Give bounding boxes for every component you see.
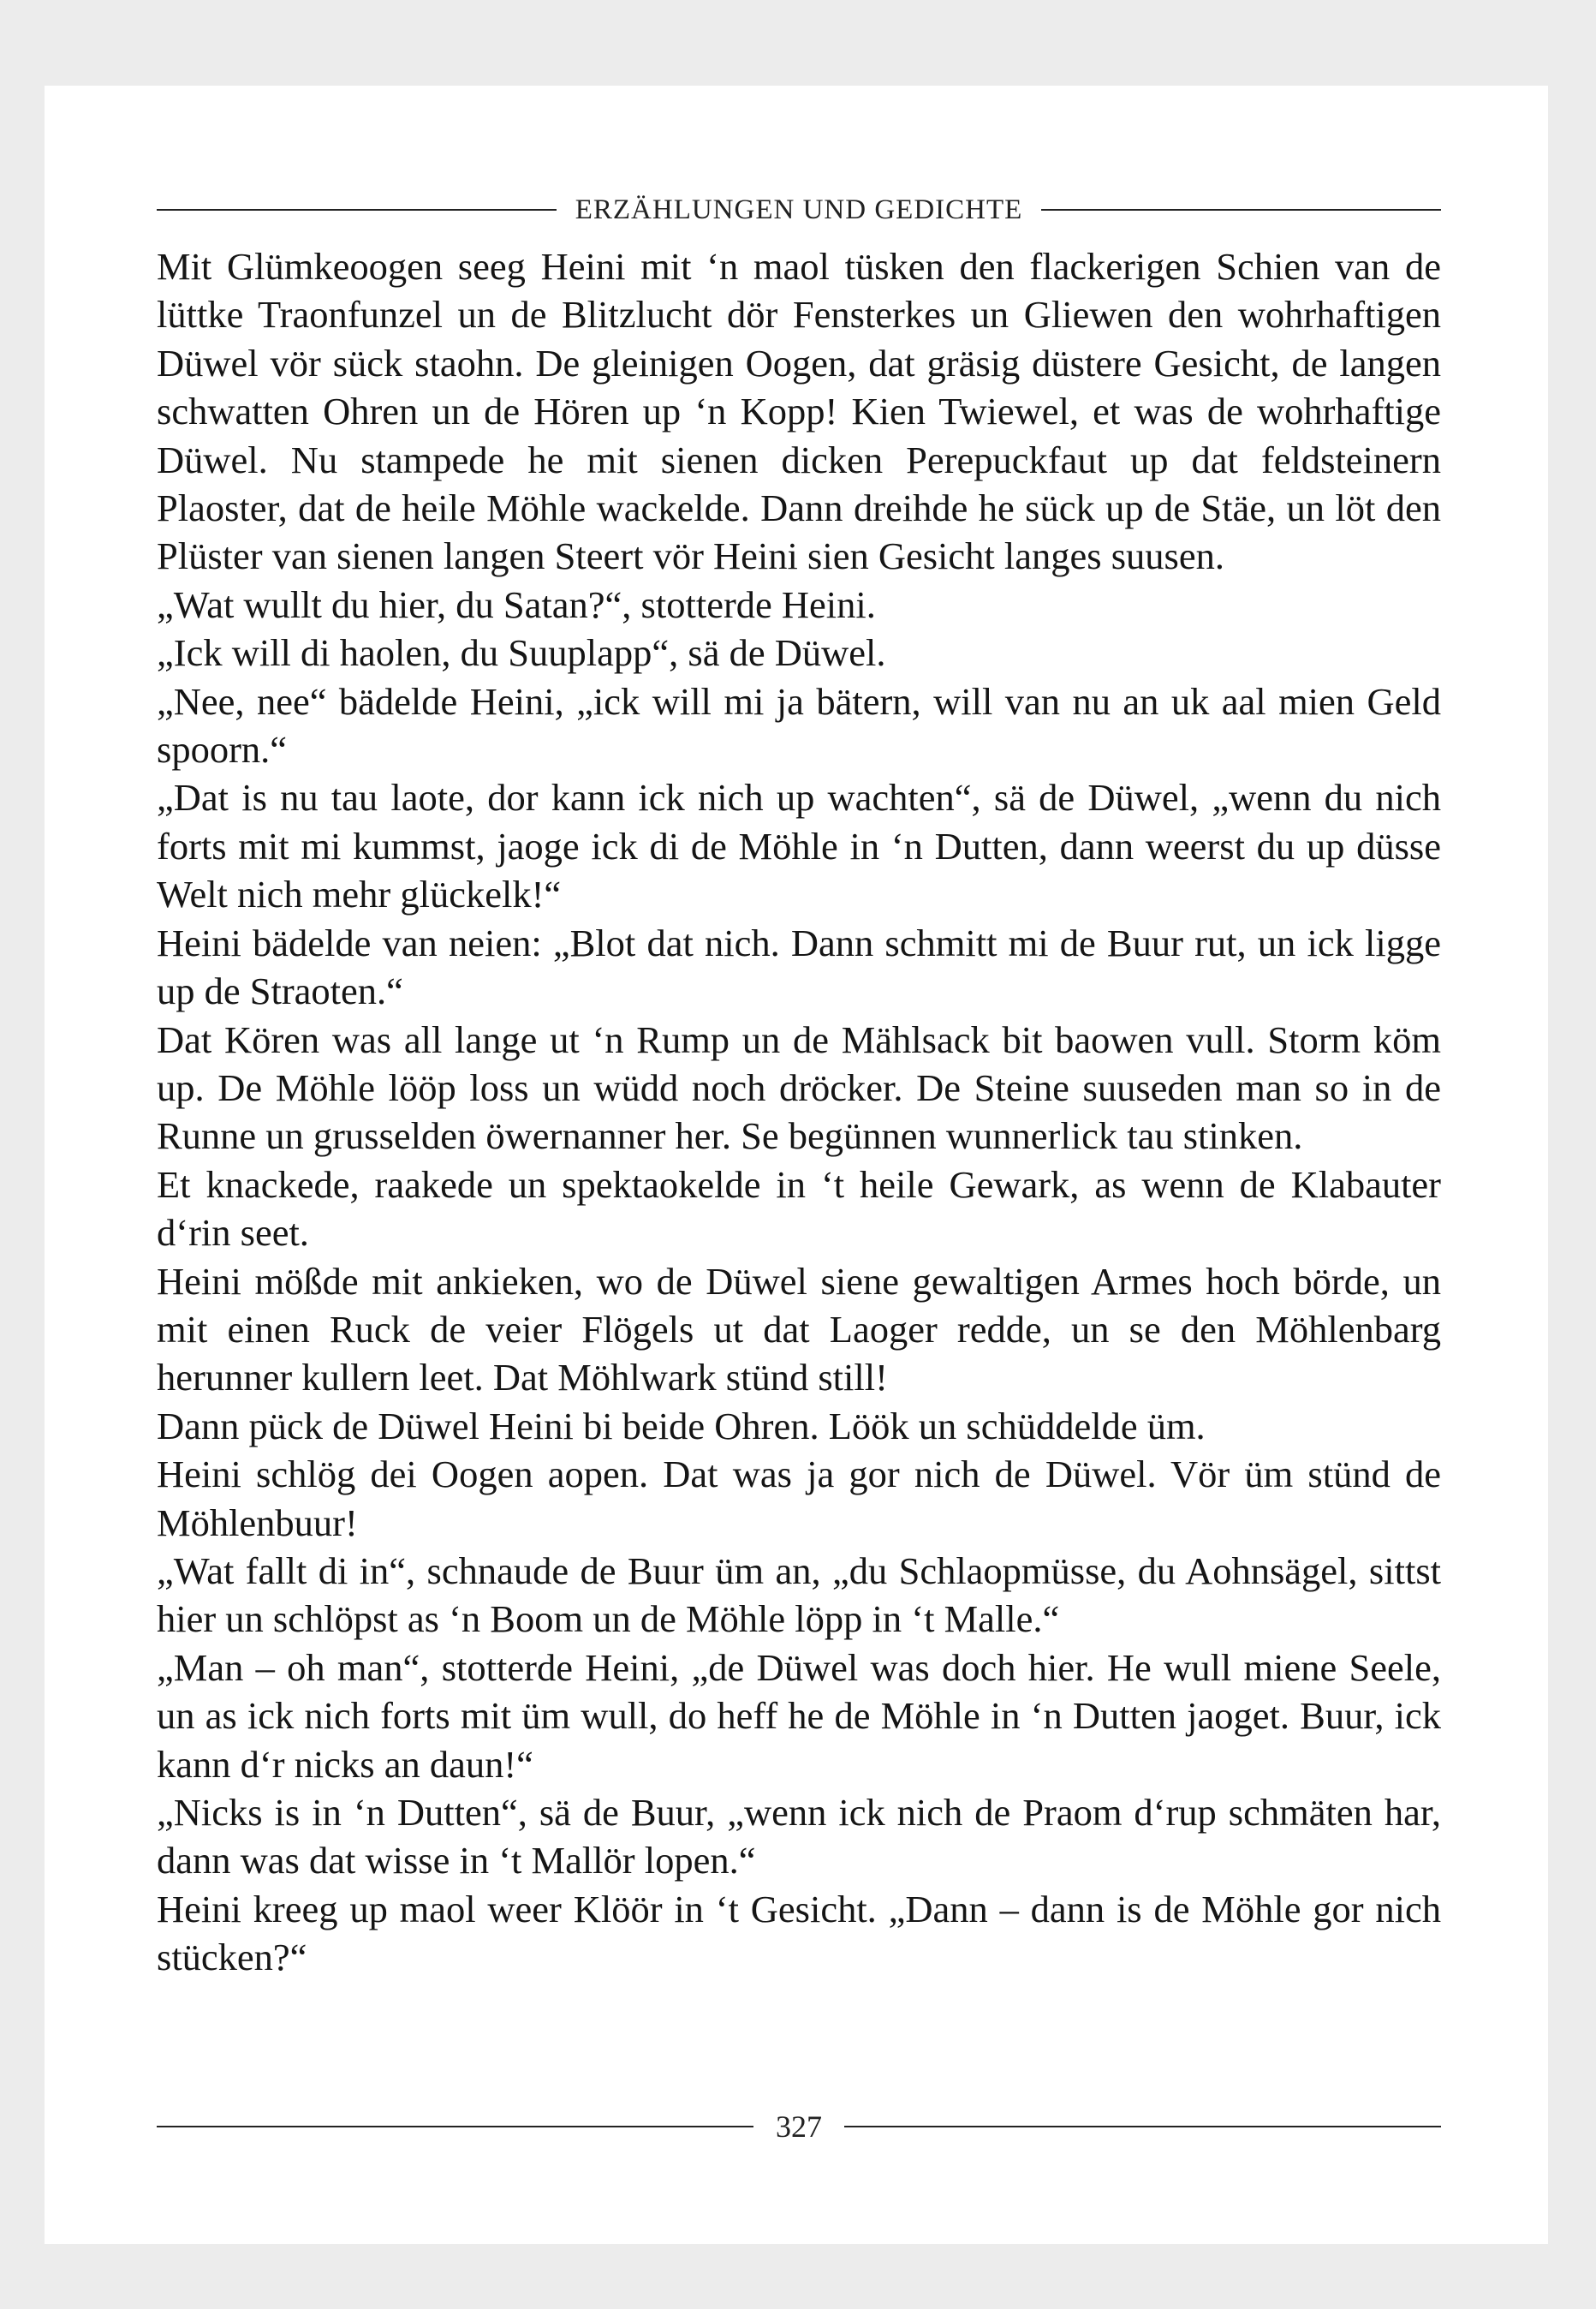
- paragraph: „Dat is nu tau laote, dor kann ick nich up wachten“, sä de Düwel, „wenn du nich forts mit mi kummst, jaoge ick di de Möhle in ‘n Dutten, dann weerst du up düsse Welt nich mehr glückelk!“: [157, 776, 1441, 916]
- paragraph: „Nee, nee“ bädelde Heini, „ick will mi ja bätern, will van nu an uk aal mien Geld spoorn.“: [157, 679, 1441, 772]
- paragraph: Dat Kören was all lange ut ‘n Rump un de Mählsack bit baowen vull. Storm köm up. De Möhle lööp loss un wüdd noch dröcker. De Steine suuseden man so in de Runne un grusselden öwernanner her. Se begünnen wunnerlick tau stinken.: [157, 1017, 1441, 1158]
- running-head-title: ERZÄHLUNGEN UND GEDICHTE: [575, 194, 1023, 225]
- paragraph: Heini mößde mit ankieken, wo de Düwel siene gewaltigen Armes hoch börde, un mit einen Ruck de veier Flögels ut dat Laoger redde, un se den Möhlenbarg herunner kullern leet. Dat Möhlwark stünd still!: [157, 1259, 1441, 1399]
- header-rule-left: [157, 209, 557, 211]
- paragraph: „Wat fallt di in“, schnaude de Buur üm an, „du Schlaopmüsse, du Aohnsägel, sittst hier un schlöpst as ‘n Boom un de Möhle löpp in ‘t Malle.“: [157, 1548, 1441, 1641]
- paragraph: Heini bädelde van neien: „Blot dat nich. Dann schmitt mi de Buur rut, un ick ligge up de Straoten.“: [157, 921, 1441, 1013]
- paragraph: „Nicks is in ‘n Dutten“, sä de Buur, „wenn ick nich de Praom d‘rup schmäten har, dann was dat wisse in ‘t Mallör lopen.“: [157, 1791, 1441, 1882]
- paragraph: Dann pück de Düwel Heini bi beide Ohren. Löök un schüddelde üm.: [157, 1404, 1206, 1447]
- body-text: [157, 242, 1441, 1982]
- footer-rule-left: [157, 2126, 753, 2127]
- paragraph: „Wat wullt du hier, du Satan?“, stotterde Heini.: [157, 582, 876, 626]
- header-rule-right: [1041, 209, 1441, 211]
- paragraph: „Man – oh man“, stotterde Heini, „de Düwel was doch hier. He wull miene Seele, un as ick nich forts mit üm wull, do heff he de Möhle in ‘n Dutten jaoget. Buur, ick kann d‘r nicks an daun!“: [157, 1645, 1441, 1786]
- running-head: [157, 188, 1441, 231]
- paragraph: Et knackede, raakede un spektaokelde in ‘t heile Gewark, as wenn de Klabauter d‘rin seet.: [157, 1162, 1441, 1255]
- page-number: 327: [776, 2109, 822, 2144]
- paragraph: Heini schlög dei Oogen aopen. Dat was ja gor nich de Düwel. Vör üm stünd de Möhlenbuur!: [157, 1453, 1441, 1544]
- footer-rule-right: [844, 2126, 1441, 2127]
- paragraph: Heini kreeg up maol weer Klöör in ‘t Gesicht. „Dann – dann is de Möhle gor nich stücken?“: [157, 1887, 1441, 1979]
- page-footer: [157, 2105, 1441, 2148]
- paragraph: „Ick will di haolen, du Suuplapp“, sä de Düwel.: [157, 631, 886, 675]
- paragraph: Mit Glümkeoogen seeg Heini mit ‘n maol tüsken den flackerigen Schien van de lüttke Traonfunzel un de Blitzlucht dör Fensterkes un Gliewen den wohrhaftigen Düwel vör sück staohn. De gleinigen Oogen, dat gräsig düstere Gesicht, de langen schwatten Ohren un de Hören up ‘n Kopp! Kien Twiewel, et was de wohrhaftige Düwel. Nu stampede he mit sienen dicken Perepuckfaut up dat feldsteinern Plaoster, dat de heile Möhle wackelde. Dann dreihde he sück up de Stäe, un löt den Plüster van sienen langen Steert vör Heini sien Gesicht langes suusen.: [157, 245, 1441, 578]
